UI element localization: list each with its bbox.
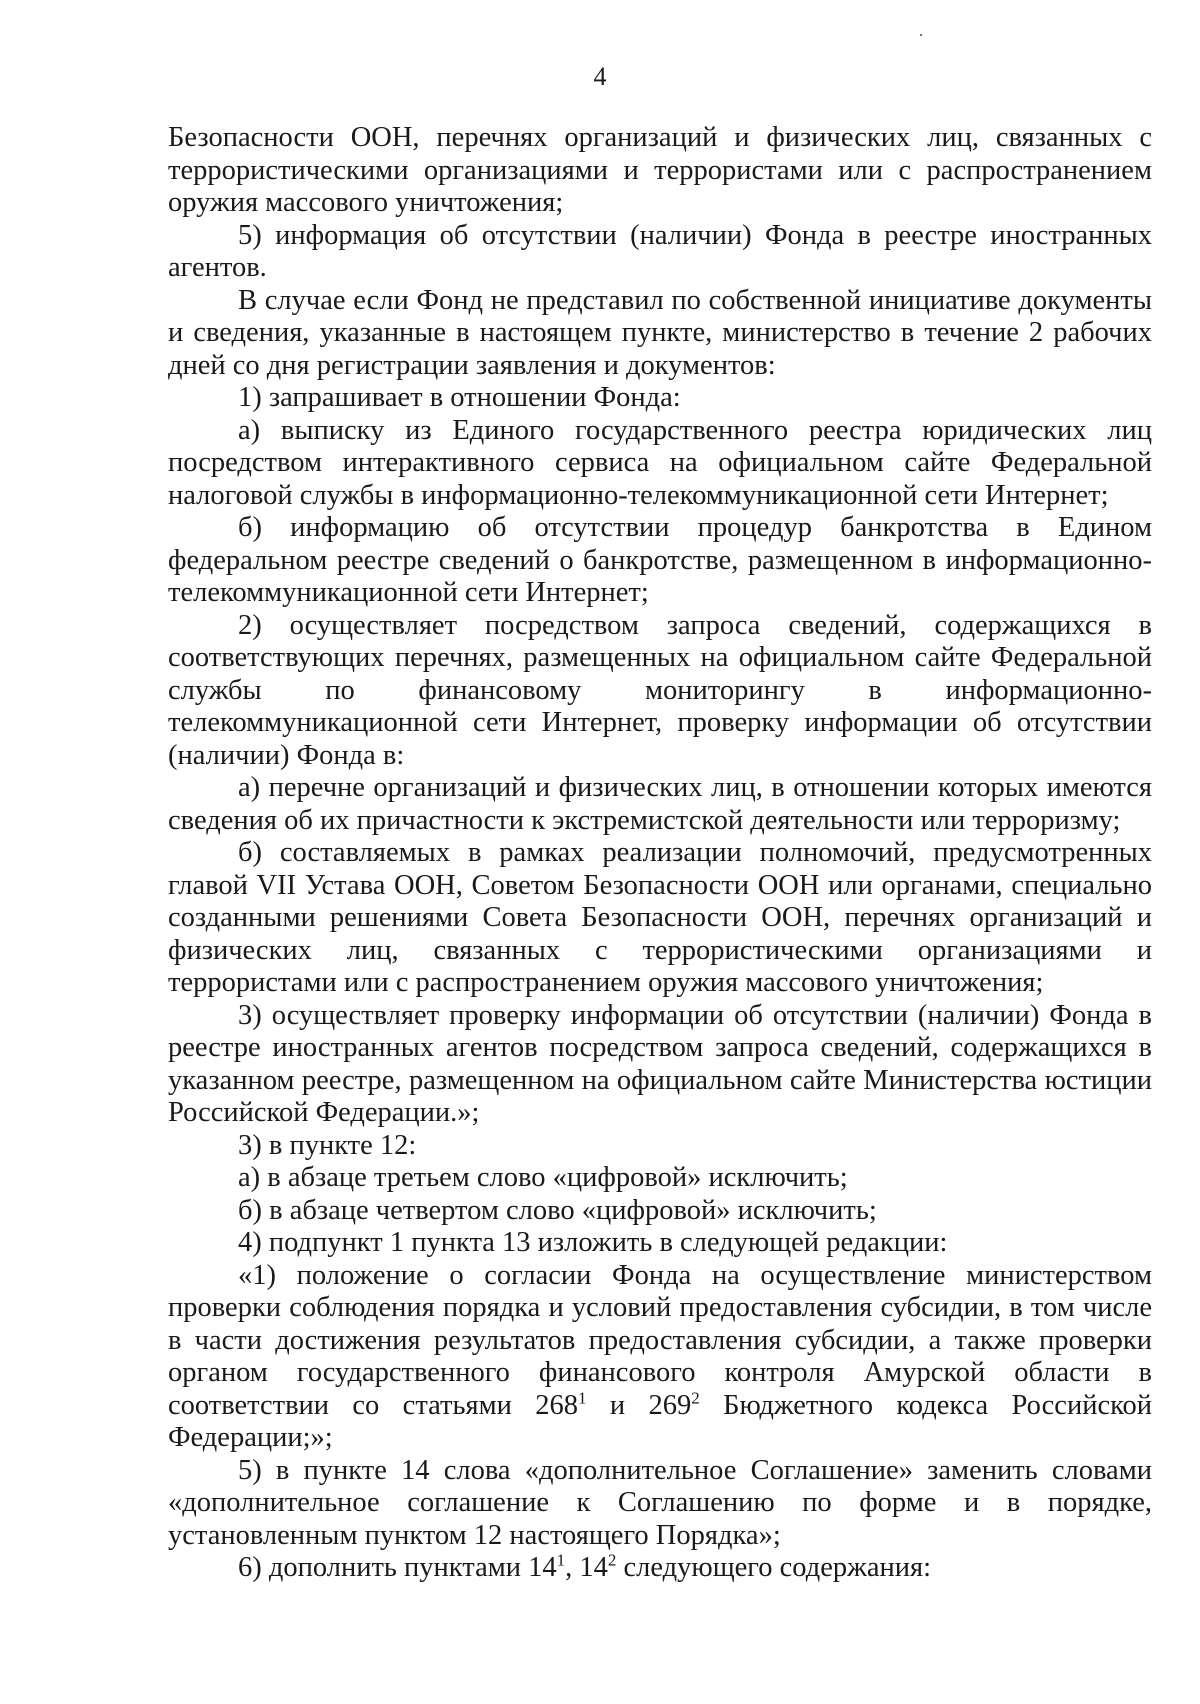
document-body <box>168 122 1152 1585</box>
paragraph: б) составляемых в рамках реализации полномочий, предусмотренных главой VII Устава ООН, Советом Безопасности ООН или органами, специально созданными решениями Совета Безопасности ООН, перечнях организаций и физических лиц, связанных с террористическими организациями и террористами или с распространением оружия массового уничтожения; <box>168 837 1152 998</box>
paragraph: 4) подпункт 1 пункта 13 изложить в следующей редакции: <box>238 1227 948 1258</box>
paragraph: а) выписку из Единого государственного реестра юридических лиц посредством интерактивного сервиса на официальном сайте Федеральной налоговой службы в информационно-телекоммуникационной сети Интернет; <box>168 414 1152 511</box>
paragraph-text: 6) дополнить пунктами 14 <box>238 1552 557 1583</box>
paragraph-text: следующего содержания: <box>616 1552 932 1583</box>
superscript: 1 <box>578 1388 587 1407</box>
paragraph: 1) запрашивает в отношении Фонда: <box>238 382 681 413</box>
paragraph <box>168 1260 1152 1455</box>
paragraph <box>168 1552 1152 1585</box>
paragraph-text: и 269 <box>586 1389 692 1421</box>
paragraph: б) в абзаце четвертом слово «цифровой» исключить; <box>238 1194 877 1226</box>
paragraph: 3) осуществляет проверку информации об отсутствии (наличии) Фонда в реестре иностранных агентов посредством запроса сведений, содержащихся в указанном реестре, размещенном на официальном сайте Министерства юстиции Российской Федерации.»; <box>168 999 1152 1128</box>
paragraph-text: «1) положение о согласии Фонда на осуществление министерством проверки соблюдения порядка и условий предоставления субсидии, в том числе в части достижения результатов предоставления субсидии, а также проверки органом государственного финансового контроля Амурской области в соответствии со статьями 268 <box>168 1259 1152 1421</box>
scan-speck <box>920 34 922 36</box>
paragraph: 5) в пункте 14 слова «дополнительное Соглашение» заменить словами «дополнительное соглашение к Соглашению по форме и в порядке, установленным пунктом 12 настоящего Порядка»; <box>168 1454 1152 1551</box>
paragraph: 2) осуществляет посредством запроса сведений, содержащихся в соответствующих перечнях, размещенных на официальном сайте Федеральной службы по финансовому мониторингу в информационно-телекоммуникационной сети Интернет, проверку информации об отсутствии (наличии) Фонда в: <box>168 609 1152 771</box>
paragraph: 3) в пункте 12: <box>238 1129 417 1161</box>
superscript: 2 <box>607 1550 617 1570</box>
paragraph: Безопасности ООН, перечнях организаций и физических лиц, связанных с террористическими организациями и террористами или с распространением оружия массового уничтожения; <box>168 122 1152 218</box>
superscript: 1 <box>556 1550 566 1570</box>
paragraph-text: Бюджетного кодекса Российской Федерации;»; <box>168 1389 1152 1453</box>
paragraph-text: , 14 <box>565 1552 608 1583</box>
paragraph: б) информацию об отсутствии процедур банкротства в Едином федеральном реестре сведений о банкротстве, размещенном в информационно-телекоммуникационной сети Интернет; <box>168 512 1152 608</box>
paragraph: 5) информация об отсутствии (наличии) Фонда в реестре иностранных агентов. <box>168 219 1152 283</box>
paragraph: В случае если Фонд не представил по собственной инициативе документы и сведения, указанные в настоящем пункте, министерство в течение 2 рабочих дней со дня регистрации заявления и документов: <box>168 284 1152 381</box>
page-number: 4 <box>593 62 607 91</box>
superscript: 2 <box>691 1388 700 1407</box>
paragraph: а) перечне организаций и физических лиц, в отношении которых имеются сведения об их причастности к экстремистской деятельности или терроризму; <box>168 772 1152 836</box>
paragraph: а) в абзаце третьем слово «цифровой» исключить; <box>238 1162 848 1193</box>
